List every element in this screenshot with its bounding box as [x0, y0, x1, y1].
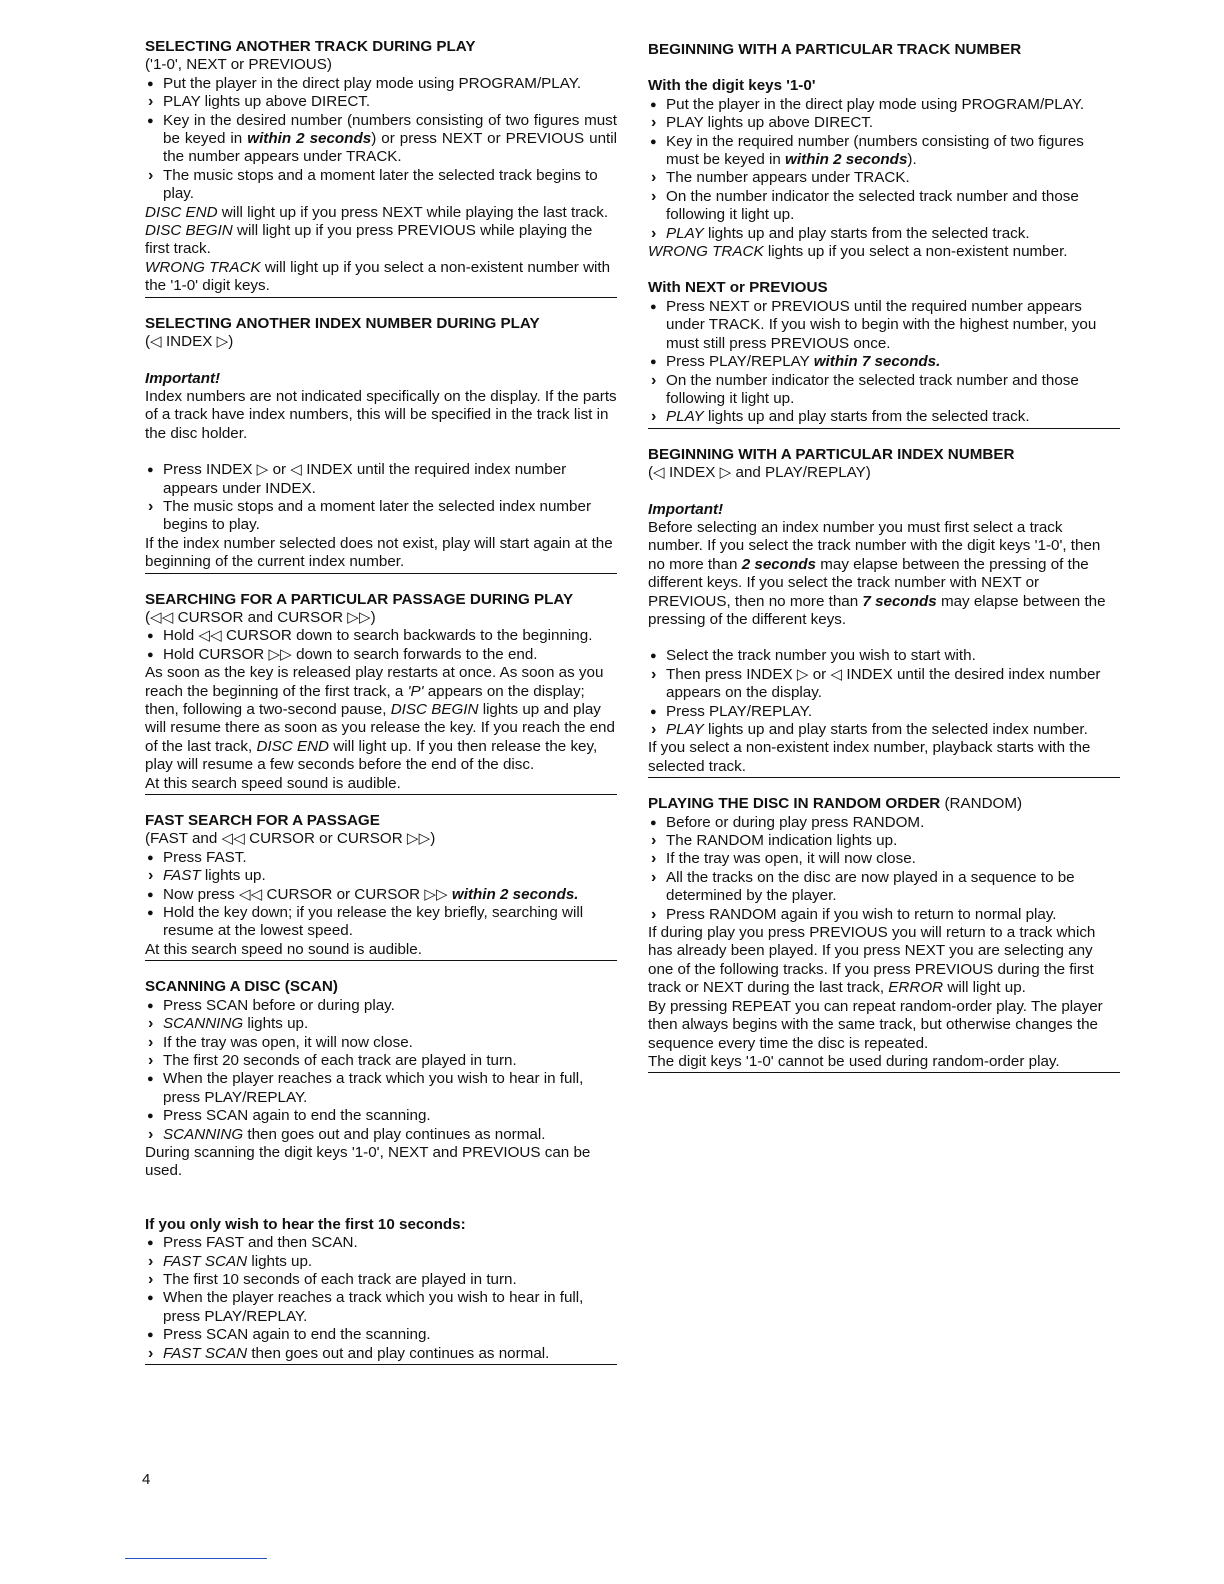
result-item: › PLAY lights up and play starts from the selected track. [648, 408, 1120, 428]
section-select-track [145, 38, 617, 298]
arrow-icon [648, 408, 666, 426]
section-heading: SELECTING ANOTHER INDEX NUMBER DURING PLAY [145, 314, 540, 332]
bullet-item: ● Put the player in the direct play mode using PROGRAM/PLAY. [648, 96, 1120, 114]
section-heading: BEGINNING WITH A PARTICULAR INDEX NUMBER [648, 445, 1015, 463]
section-subheading: With NEXT or PREVIOUS [648, 279, 828, 297]
bullet-item: ● When the player reaches a track which you wish to hear in full, press PLAY/REPLAY. [145, 1289, 617, 1326]
result-item: › Then press INDEX ▷ or ◁ INDEX until the desired index number appears on the display. [648, 666, 1120, 703]
arrow-icon [145, 93, 163, 111]
bullet-icon [648, 353, 666, 372]
paragraph: If the index number selected does not exist, play will start again at the beginning of the current index number. [145, 535, 617, 574]
bullet-item: ● Key in the desired number (numbers consisting of two figures must be keyed in within 2 seconds) or press NEXT or PREVIOUS until the number appears under TRACK. [145, 112, 617, 167]
arrow-icon [145, 867, 163, 885]
result-item: › The first 10 seconds of each track are played in turn. [145, 1271, 617, 1289]
bullet-item: ● When the player reaches a track which you wish to hear in full, press PLAY/REPLAY. [145, 1070, 617, 1107]
bullet-item: ● Press FAST. [145, 849, 617, 867]
arrow-icon [145, 498, 163, 516]
result-item: › SCANNING then goes out and play continues as normal. [145, 1126, 617, 1144]
bullet-icon [648, 703, 666, 722]
result-item: › FAST SCAN lights up. [145, 1253, 617, 1271]
bullet-icon [145, 627, 163, 646]
bullet-icon [648, 133, 666, 152]
section-scan-ten-seconds [145, 1216, 617, 1365]
bullet-item: ● Before or during play press RANDOM. [648, 814, 1120, 832]
bullet-item: ● Press INDEX ▷ or ◁ INDEX until the required index number appears under INDEX. [145, 461, 617, 498]
important-label: Important! [145, 369, 221, 387]
bullet-icon [145, 646, 163, 665]
result-item: › All the tracks on the disc are now played in a sequence to be determined by the player. [648, 869, 1120, 906]
bullet-icon [145, 904, 163, 923]
section-begin-index [648, 446, 1120, 779]
bullet-item: ● Now press ◁◁ CURSOR or CURSOR ▷▷ within 2 seconds. [145, 886, 617, 904]
result-item: › The music stops and a moment later the selected index number begins to play. [145, 498, 617, 535]
bullet-item: ● Press PLAY/REPLAY within 7 seconds. [648, 353, 1120, 371]
bullet-item: ● Press FAST and then SCAN. [145, 1234, 617, 1252]
bullet-icon [648, 814, 666, 833]
arrow-icon [648, 721, 666, 739]
paragraph: As soon as the key is released play restarts at once. As soon as you reach the beginning of the first track, a 'P' appears on the display; then, following a two-second pause, DISC BEGIN lights up and play will resume there as soon as you release the key. If you reach the end of the last track, DISC END will light up. If you then release the key, play will resume a few seconds before the end of the disc. [145, 664, 615, 774]
section-subheading: (FAST and ◁◁ CURSOR or CURSOR ▷▷) [145, 830, 436, 848]
section-heading: If you only wish to hear the first 10 seconds: [145, 1215, 466, 1233]
bullet-icon [145, 112, 163, 131]
bullet-icon [145, 1326, 163, 1345]
section-fast-search [145, 812, 617, 961]
bullet-icon [145, 1234, 163, 1253]
arrow-icon [145, 1253, 163, 1271]
result-item: › FAST SCAN then goes out and play continues as normal. [145, 1345, 617, 1365]
result-item: › Press RANDOM again if you wish to return to normal play. [648, 906, 1120, 924]
bullet-icon [145, 1289, 163, 1308]
result-item: › SCANNING lights up. [145, 1015, 617, 1033]
result-item: › The first 20 seconds of each track are played in turn. [145, 1052, 617, 1070]
paragraph: WRONG TRACK lights up if you select a non-existent number. [648, 243, 1068, 261]
arrow-icon [648, 169, 666, 187]
bullet-icon [648, 647, 666, 666]
bullet-item: ● Press NEXT or PREVIOUS until the required number appears under TRACK. If you wish to begin with the highest number, you must still press PREVIOUS once. [648, 298, 1120, 353]
section-select-index [145, 315, 617, 574]
bullet-item: ● Press PLAY/REPLAY. [648, 703, 1120, 721]
arrow-icon [648, 869, 666, 887]
section-subheading: (◁◁ CURSOR and CURSOR ▷▷) [145, 608, 376, 626]
arrow-icon [145, 1052, 163, 1070]
bullet-icon [145, 849, 163, 868]
result-item: › PLAY lights up above DIRECT. [648, 114, 1120, 132]
paragraph: At this search speed sound is audible. [145, 775, 617, 795]
bullet-icon [145, 997, 163, 1016]
bullet-icon [648, 96, 666, 115]
arrow-icon [145, 1034, 163, 1052]
result-item: › The music stops and a moment later the selected track begins to play. [145, 167, 617, 204]
paragraph: DISC END will light up if you press NEXT while playing the last track. [145, 203, 609, 221]
arrow-icon [648, 188, 666, 206]
paragraph: WRONG TRACK will light up if you select a non-existent number with the '1-0' digit keys. [145, 259, 617, 298]
bullet-item: ● Hold the key down; if you release the key briefly, searching will resume at the lowest speed. [145, 904, 617, 941]
result-item: › On the number indicator the selected track number and those following it light up. [648, 372, 1120, 409]
bullet-item: ● Select the track number you wish to start with. [648, 647, 1120, 665]
arrow-icon [145, 1271, 163, 1289]
arrow-icon [145, 1126, 163, 1144]
result-item: › On the number indicator the selected track number and those following it light up. [648, 188, 1120, 225]
section-heading: FAST SEARCH FOR A PASSAGE [145, 812, 380, 830]
bullet-item: ● Put the player in the direct play mode using PROGRAM/PLAY. [145, 75, 617, 93]
left-column [145, 38, 617, 1382]
bullet-item: ● Press SCAN again to end the scanning. [145, 1326, 617, 1344]
arrow-icon [648, 225, 666, 243]
section-subheading: With the digit keys '1-0' [648, 77, 816, 95]
paragraph: If you select a non-existent index number, playback starts with the selected track. [648, 739, 1120, 778]
section-heading: SEARCHING FOR A PARTICULAR PASSAGE DURING PLAY [145, 590, 574, 608]
arrow-icon [145, 1015, 163, 1033]
important-label: Important! [648, 500, 724, 518]
paragraph: During scanning the digit keys '1-0', NEXT and PREVIOUS can be used. [145, 1143, 591, 1180]
bullet-item: ● Press SCAN before or during play. [145, 997, 617, 1015]
result-item: › If the tray was open, it will now close. [145, 1034, 617, 1052]
paragraph: Index numbers are not indicated specifically on the display. If the parts of a track have index numbers, this will be specified in the track list in the disc holder. [145, 387, 617, 442]
arrow-icon [648, 832, 666, 850]
bullet-icon [145, 886, 163, 905]
section-heading: SCANNING A DISC (SCAN) [145, 978, 338, 996]
bullet-icon [145, 1070, 163, 1089]
section-scan [145, 978, 617, 1198]
section-begin-track [648, 41, 1120, 429]
bullet-item: ● Press SCAN again to end the scanning. [145, 1107, 617, 1125]
section-heading: PLAYING THE DISC IN RANDOM ORDER (RANDOM) [648, 795, 1023, 813]
right-column [648, 38, 1120, 1090]
bullet-item: ● Key in the required number (numbers consisting of two figures must be keyed in within 2 seconds). [648, 133, 1120, 170]
arrow-icon [648, 114, 666, 132]
section-random [648, 795, 1120, 1073]
arrow-icon [648, 906, 666, 924]
result-item: › If the tray was open, it will now close. [648, 850, 1120, 868]
bullet-item: ● Hold ◁◁ CURSOR down to search backwards to the beginning. [145, 627, 617, 645]
arrow-icon [648, 372, 666, 390]
page-number: 4 [142, 1471, 151, 1488]
result-item: › The RANDOM indication lights up. [648, 832, 1120, 850]
bullet-icon [648, 298, 666, 317]
arrow-icon [145, 1345, 163, 1363]
bullet-icon [145, 75, 163, 94]
footer-divider [125, 1558, 267, 1559]
result-item: › PLAY lights up and play starts from the selected track. [648, 225, 1120, 243]
result-item: › The number appears under TRACK. [648, 169, 1120, 187]
section-subheading: ('1-0', NEXT or PREVIOUS) [145, 56, 332, 74]
arrow-icon [648, 666, 666, 684]
section-subheading: (◁ INDEX ▷) [145, 333, 234, 351]
bullet-icon [145, 1107, 163, 1126]
paragraph: Before selecting an index number you must first select a track number. If you select the track number with the digit keys '1-0', then no more than 2 seconds may elapse between the pressing of the different keys. If you select the track number with NEXT or PREVIOUS, then no more than 7 seconds may elapse between the pressing of the different keys. [648, 518, 1106, 628]
paragraph: By pressing REPEAT you can repeat random-order play. The player then always begins with the same track, but otherwise changes the sequence every time the disc is repeated. [648, 997, 1103, 1052]
paragraph: DISC BEGIN will light up if you press PREVIOUS while playing the first track. [145, 222, 593, 258]
paragraph: At this search speed no sound is audible. [145, 941, 617, 961]
paragraph: If during play you press PREVIOUS you will return to a track which has already been played. If you press NEXT you are selecting any one of the following tracks. If you press PREVIOUS during the first track or NEXT during the last track, ERROR will light up. [648, 924, 1096, 997]
result-item: › PLAY lights up above DIRECT. [145, 93, 617, 111]
section-subheading: (◁ INDEX ▷ and PLAY/REPLAY) [648, 464, 871, 482]
arrow-icon [648, 850, 666, 868]
section-search-passage [145, 591, 617, 795]
section-heading: BEGINNING WITH A PARTICULAR TRACK NUMBER [648, 41, 1022, 58]
bullet-icon [145, 461, 163, 480]
section-heading: SELECTING ANOTHER TRACK DURING PLAY [145, 38, 476, 55]
paragraph: The digit keys '1-0' cannot be used during random-order play. [648, 1053, 1120, 1073]
result-item: › FAST lights up. [145, 867, 617, 885]
bullet-item: ● Hold CURSOR ▷▷ down to search forwards to the end. [145, 646, 617, 664]
arrow-icon [145, 167, 163, 185]
result-item: › PLAY lights up and play starts from the selected index number. [648, 721, 1120, 739]
